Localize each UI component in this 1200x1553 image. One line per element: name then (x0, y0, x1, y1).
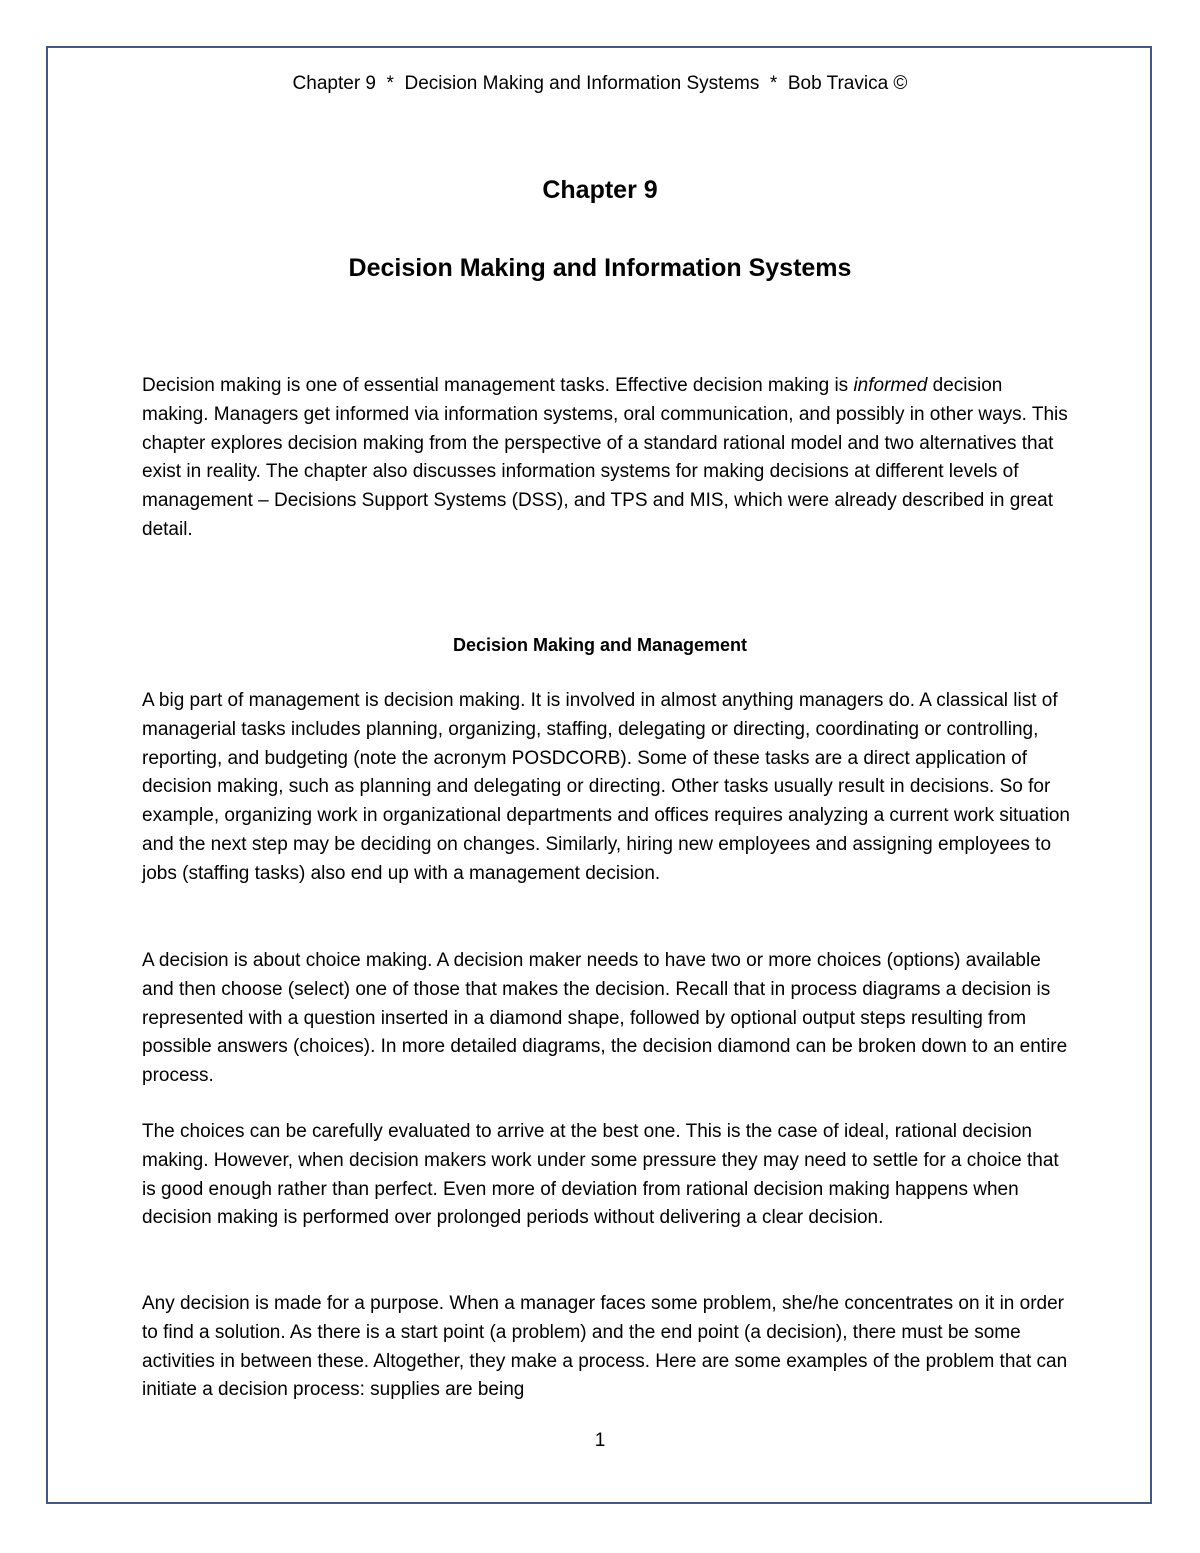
body-paragraph-3: The choices can be carefully evaluated to arrive at the best one. This is the case of ideal, rational decision making. However, when decision makers work under some pressure they may need to settle for a choice that is good enough rather than perfect. Even more of deviation from rational decision making happens when decision making is performed over prolonged periods without delivering a clear decision. (142, 1121, 1059, 1229)
body-paragraph-4: Any decision is made for a purpose. When a manager faces some problem, she/he concentrates on it in order to find a solution. As there is a start point (a problem) and the end point (a decision), there must be some activities in between these. Altogether, they make a process. Here are some examples of the problem that can initiate a decision process: supplies are being (142, 1293, 1068, 1401)
intro-emphasis: informed (853, 375, 928, 396)
running-header: Chapter 9 * Decision Making and Information Systems * Bob Travica © (292, 73, 908, 94)
page-number: 1 (594, 1430, 606, 1451)
chapter-title: Chapter 9 (542, 176, 658, 204)
intro-text-start: Decision making is one of essential management tasks. Effective decision making is (142, 375, 854, 396)
intro-text-end: decision making. Managers get informed via information systems, oral communication, and possibly in other ways. This chapter explores decision making from the perspective of a standard rational model and two alternatives that exist in reality. The chapter also discusses information systems for making decisions at different levels of management – Decisions Support Systems (DSS), and TPS and MIS, which were already described in great detail. (142, 375, 1068, 540)
body-paragraph-1: A big part of management is decision making. It is involved in almost anything managers do. A classical list of managerial tasks includes planning, organizing, staffing, delegating or directing, coordinating or controlling, reporting, and budgeting (note the acronym POSDCORB). Some of these tasks are a direct application of decision making, such as planning and delegating or directing. Other tasks usually result in decisions. So for example, organizing work in organizational departments and offices requires analyzing a current work situation and the next step may be deciding on changes. Similarly, hiring new employees and assigning employees to jobs (staffing tasks) also end up with a management decision. (142, 690, 1070, 884)
document-title: Decision Making and Information Systems (348, 254, 852, 282)
body-paragraph-2: A decision is about choice making. A decision maker needs to have two or more choices (options) available and then choose (select) one of those that makes the decision. Recall that in process diagrams a decision is represented with a question inserted in a diamond shape, followed by optional output steps resulting from possible answers (choices). In more detailed diagrams, the decision diamond can be broken down to an entire process. (142, 950, 1068, 1087)
intro-paragraph (142, 372, 1072, 545)
section-heading: Decision Making and Management (452, 635, 748, 655)
